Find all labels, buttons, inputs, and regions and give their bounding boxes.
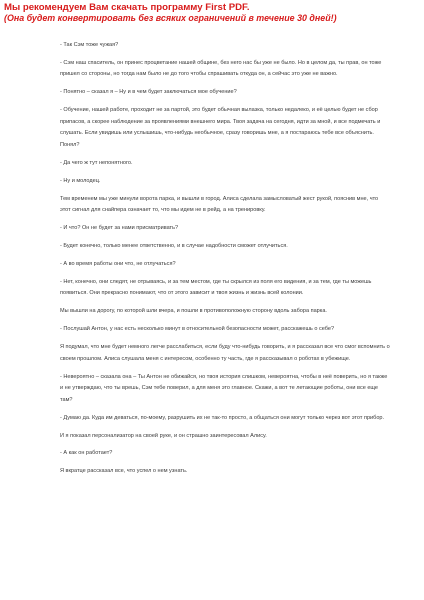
- paragraph: - И что? Он не будет за нами присматривать?: [60, 225, 179, 232]
- paragraph: Я вкратце рассказал все, что успел о нем узнать.: [60, 468, 188, 475]
- paragraph: - Так Сэм тоже чужая?: [60, 42, 119, 48]
- paragraph: - Будет конечно, только менее ответственно, и в случае надобности сможет отлучиться.: [60, 243, 288, 250]
- paragraph: Мы вышли на дорогу, по которой шли вчера, и пошли в противоположную сторону вдоль забора парка.: [60, 308, 327, 315]
- promo-line-2: (Она будет конвертировать без всяких ограничений в течение 30 дней!): [4, 13, 337, 23]
- paragraph: - Понятно – сказал я – Ну и в чем будет заключаться мое обучение?: [60, 89, 237, 96]
- paragraph: - Думаю да. Куда им деваться, по-моему, разрушить их не так-то просто, а общаться они могут только через вот этот прибор.: [60, 414, 385, 421]
- paragraph: - Послушай Антон, у нас есть несколько минут в относительной безопасности может, расскажешь о себе?: [60, 326, 335, 333]
- paragraph: - Сэм наш спаситель, он принес процветание нашей общине, без него нас бы уже не было. Но в целом да, ты прав, он тоже пришел со стороны, но тогда нам было не до того чтобы спрашивать откуда он, а сейчас это уже не важно.: [60, 59, 382, 78]
- paragraph: - А во время работы они что, не отлучаться?: [60, 260, 176, 267]
- paragraph: - Обучение, нашей работе, проходит не за партой, это будет обычная вылазка, только недалеко, и её целью будет не сбор припасов, а скорее наблюдение за проявлениями внешнего мира. Твоя задача на сегодня, идти за мной, и все подмечать и слушать. Если увидишь или услышишь, что-нибудь необычное, сразу говоришь мне, а я постараюсь тебе все объяснить. Понял?: [60, 107, 381, 149]
- paragraph: - Нет, конечно, они следят, не отрываясь, и за тем местом, где ты скрылся из поля его видения, и за тем, где ты можешь появиться. Они прекрасно понимают, что от этого зависит и твоя жизнь и жизнь всей колонии.: [60, 278, 372, 297]
- paragraph: И я показал персонализатор на своей руке, и он страшно заинтересовал Алису.: [60, 432, 267, 439]
- paragraph: Тем временем мы уже минули ворота парка, и вышли в город. Алиса сделала замысловатый жест рукой, пояснив мне, что этот сигнал для снайпера означает то, что мы идем не в рейд, а на тренировку.: [60, 195, 379, 214]
- paragraph: Я подумал, что мне будет немного легче расслабиться, если буду что-нибудь говорить, и я рассказал все что смог вспомнить о своем прошлом. Алиса слушала меня с интересом, особенно ту часть, где я рассказывал о роботах в убежище.: [60, 344, 390, 362]
- story-text: [60, 40, 390, 484]
- paragraph: - Ну и молодец.: [60, 177, 101, 184]
- paragraph: - А как он работает?: [60, 450, 113, 457]
- promo-banner: [4, 2, 422, 23]
- paragraph: - Да чего ж тут непонятного.: [60, 159, 133, 166]
- promo-line-1: Мы рекомендуем Вам скачать программу First PDF.: [4, 2, 250, 13]
- paragraph: - Невероятно – сказала она – Ты Антон не обижайся, но твоя история слишком, невероятна, чтобы в неё поверить, но я также и не утверждаю, что ты врешь, Сэм тебе поверил, а для меня это главное. Скажи, а вот те летающие роботы, они все еще там?: [60, 373, 388, 403]
